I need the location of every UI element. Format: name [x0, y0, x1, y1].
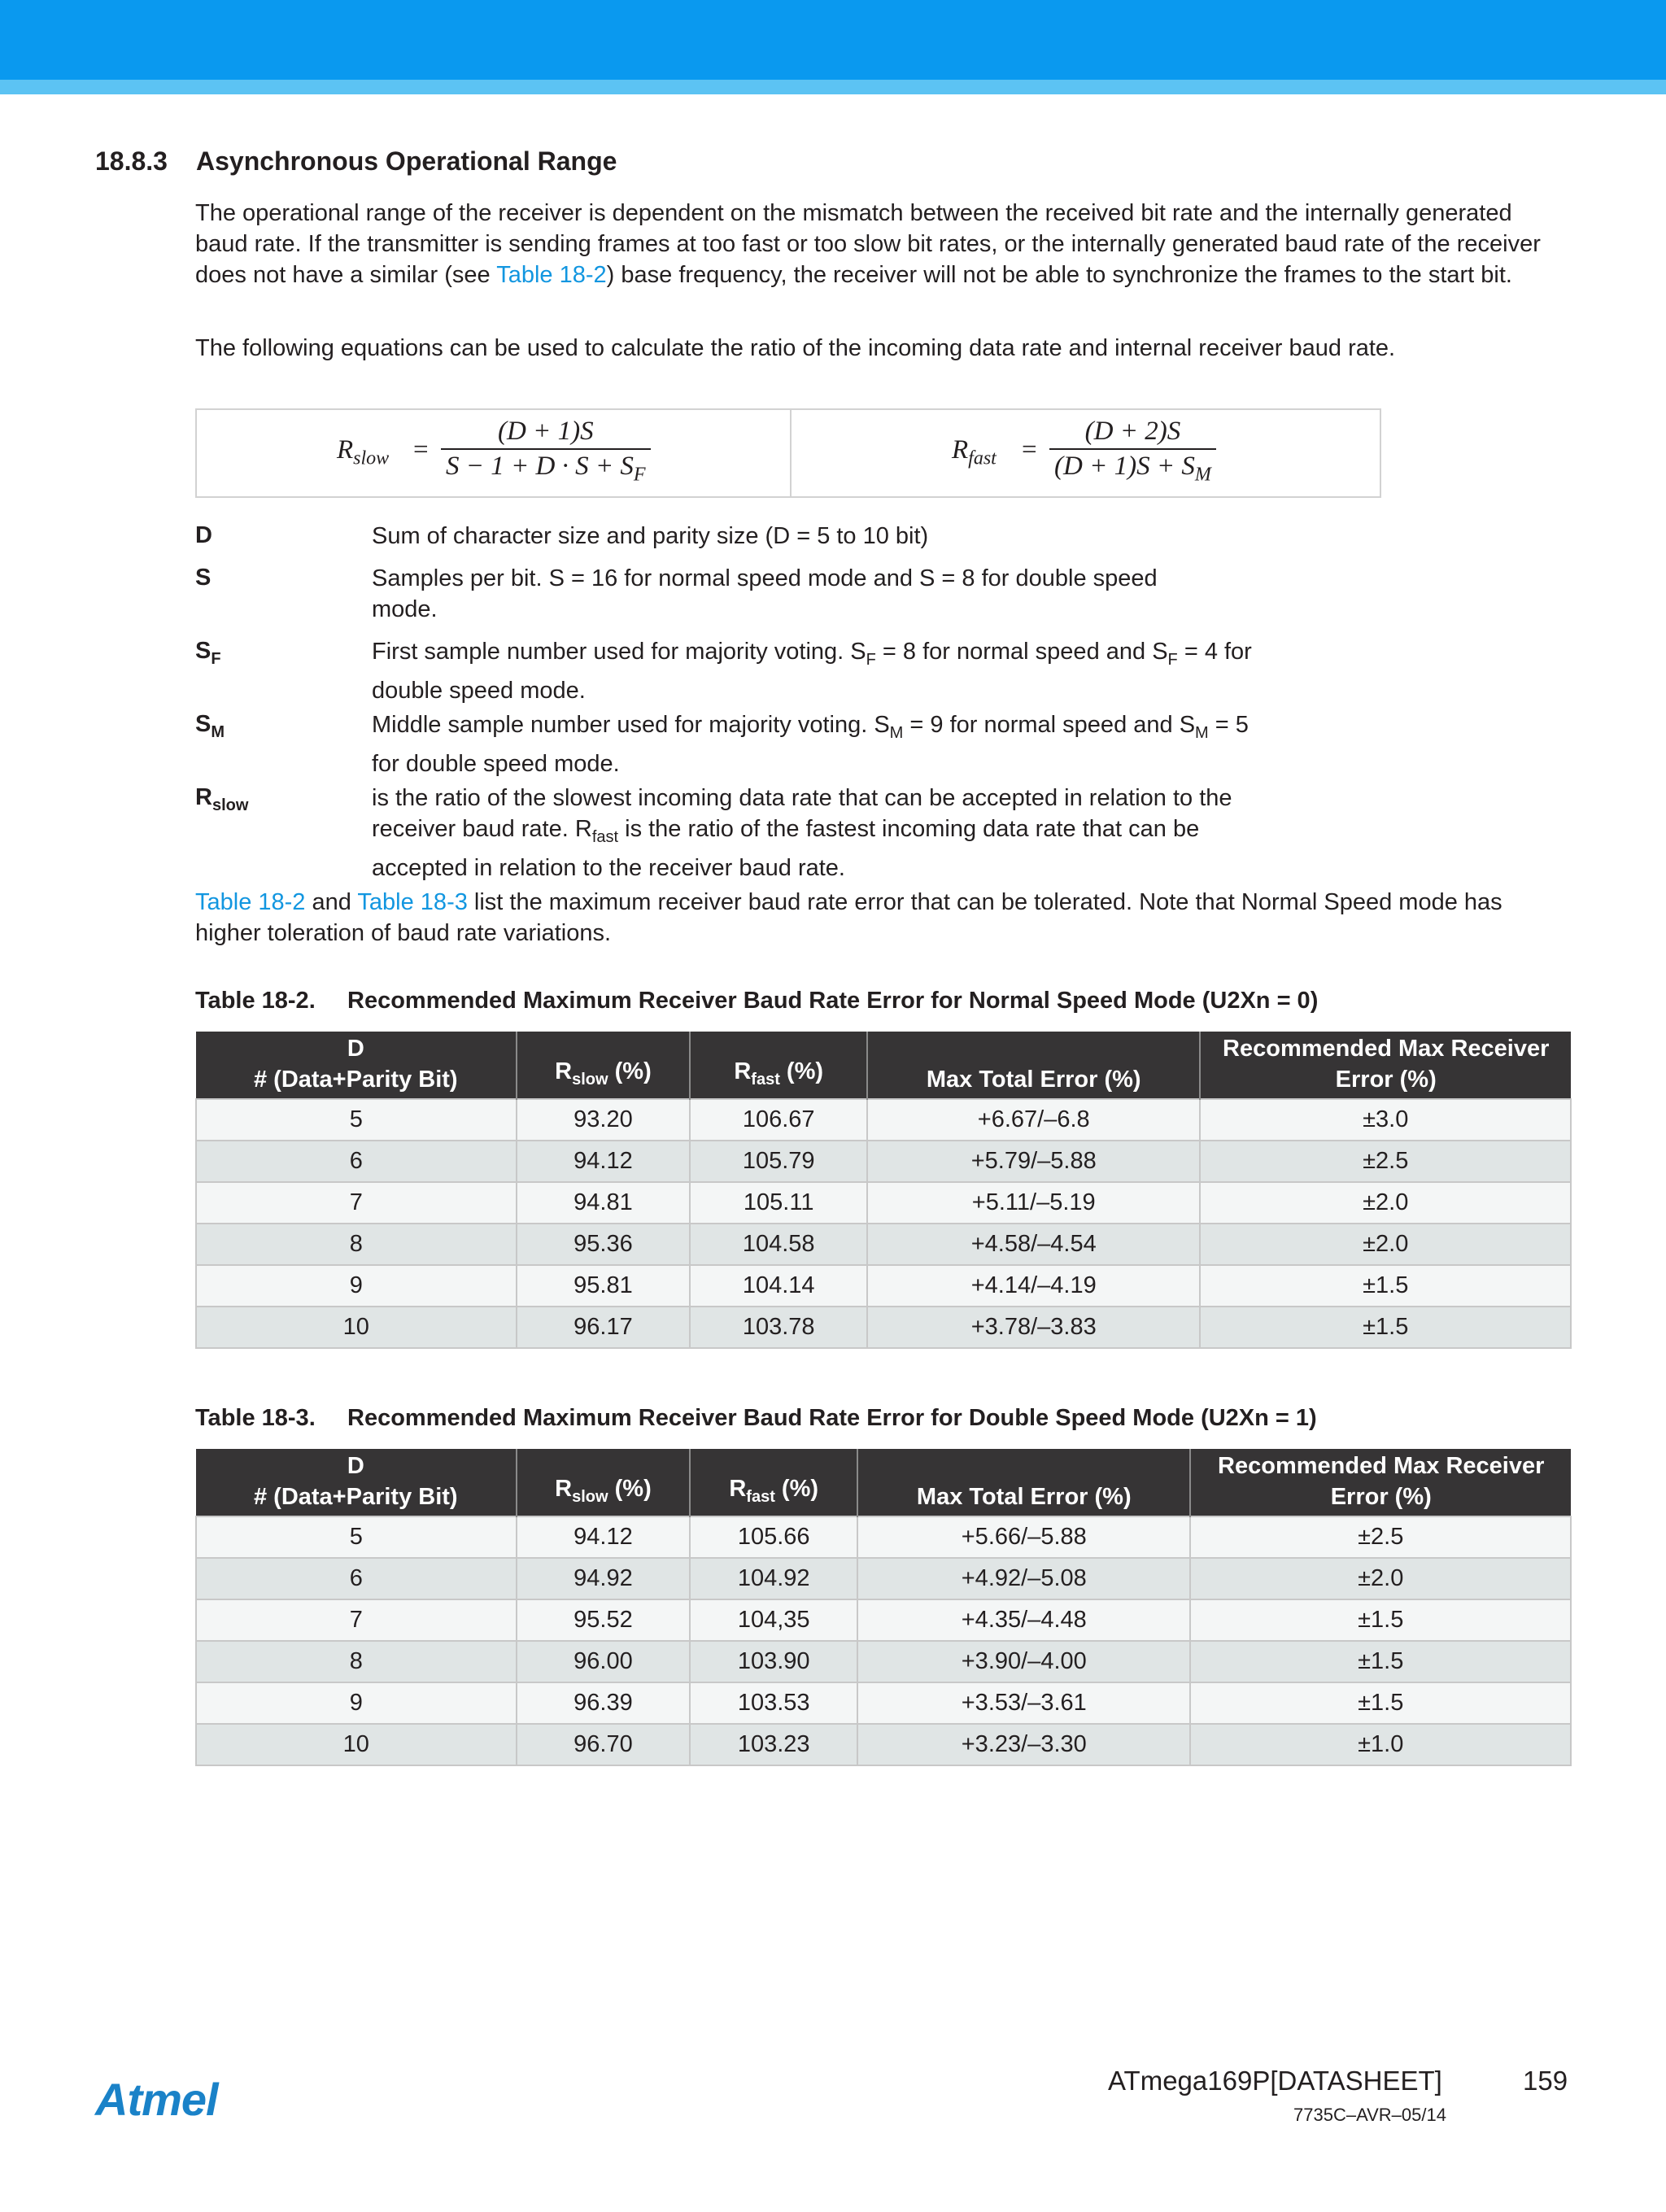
table-18-2-link-note[interactable]: Table 18-2 — [195, 889, 306, 915]
table-row — [196, 1724, 1571, 1765]
cell-rslow: 95.36 — [517, 1224, 691, 1265]
cell-max-total-error: +5.66/–5.88 — [857, 1516, 1190, 1558]
section-heading — [95, 146, 617, 177]
cell-max-total-error: +4.92/–5.08 — [857, 1558, 1190, 1599]
cell-rslow: 95.81 — [517, 1265, 691, 1307]
table-row — [196, 1516, 1571, 1558]
cell-max-total-error: +3.90/–4.00 — [857, 1641, 1190, 1682]
table-row — [196, 1182, 1571, 1224]
cell-rfast: 105.11 — [690, 1182, 867, 1224]
cell-d: 8 — [196, 1641, 517, 1682]
rfast-denominator: $(D + 1)S + S_M$ — [1049, 448, 1216, 486]
cell-rslow: 96.17 — [517, 1307, 691, 1348]
cell-recommended-error: ±2.5 — [1200, 1141, 1571, 1182]
cell-recommended-error: ±1.5 — [1190, 1641, 1571, 1682]
cell-d: 5 — [196, 1099, 517, 1141]
cell-d: 5 — [196, 1516, 517, 1558]
def-desc-d: Sum of character size and parity size (D = 5 to 10 bit) — [372, 523, 929, 549]
rslow-numerator: (D + 1)S — [497, 417, 594, 446]
col-rslow: $R_{slow}$ (%) — [517, 1032, 691, 1099]
col-max-total-error: Max Total Error (%) — [857, 1449, 1190, 1516]
col-recommended-error: Recommended Max Receiver Error (%) — [1200, 1032, 1571, 1099]
col-recommended-error: Recommended Max Receiver Error (%) — [1190, 1449, 1571, 1516]
cell-max-total-error: +4.14/–4.19 — [867, 1265, 1200, 1307]
rslow-equals: = — [413, 435, 429, 465]
cell-rslow: 96.00 — [517, 1641, 691, 1682]
intro-paragraph — [195, 198, 1570, 290]
atmel-logo: Atmel — [95, 2074, 218, 2125]
cell-max-total-error: +4.58/–4.54 — [867, 1224, 1200, 1265]
cell-rfast: 103.53 — [690, 1682, 857, 1724]
def-term-d: D — [195, 522, 212, 548]
cell-recommended-error: ±2.0 — [1190, 1558, 1571, 1599]
cell-max-total-error: +4.35/–4.48 — [857, 1599, 1190, 1641]
col-d: D # (Data+Parity Bit) — [196, 1032, 517, 1099]
def-desc-sf: First sample number used for majority voting. $S_F = 8$ for normal speed and $S_F = 4$ for double speed mode. — [372, 639, 1252, 704]
cell-max-total-error: +6.67/–6.8 — [867, 1099, 1200, 1141]
intro-text-b: ) base frequency, the receiver will not be able to synchronize the frames to the start bit. — [606, 262, 1512, 288]
cell-d: 10 — [196, 1307, 517, 1348]
col-max-total-error: Max Total Error (%) — [867, 1032, 1200, 1099]
cell-rfast: 106.67 — [690, 1099, 867, 1141]
table-row — [196, 1265, 1571, 1307]
intro-text-a: The operational range of the receiver is dependent on the mismatch between the received bit rate and the internally generated baud rate. If the transmitter is sending frames at too fast or too slow bit rates, or the internally generated baud rate of the receiver does not have a similar (see — [195, 200, 1541, 288]
section-number: 18.8.3 — [95, 146, 168, 176]
table-18-2-caption: Table 18-2. Recommended Maximum Receiver Baud Rate Error for Normal Speed Mode (U2Xn = 0) — [195, 988, 1319, 1014]
cell-rslow: 94.92 — [517, 1558, 691, 1599]
equation-intro-paragraph: The following equations can be used to calculate the ratio of the incoming data rate and internal receiver baud rate. — [195, 335, 1396, 361]
col-rslow: $R_{slow}$ (%) — [517, 1449, 691, 1516]
rslow-symbol: $R_{slow}$ — [337, 435, 390, 469]
equations-box — [195, 408, 1381, 498]
def-term-sf: $S_F$ — [195, 638, 221, 668]
cell-rfast: 103.90 — [690, 1641, 857, 1682]
table-row — [196, 1099, 1571, 1141]
rslow-fraction — [441, 417, 651, 486]
cell-recommended-error: ±1.5 — [1200, 1265, 1571, 1307]
table-18-3-link-note[interactable]: Table 18-3 — [357, 889, 468, 915]
table-header-row — [196, 1449, 1571, 1516]
header-bar — [0, 0, 1666, 80]
def-term-rslow: $R_{slow}$ — [195, 784, 249, 814]
footer-doc-number: 7735C–AVR–05/14 — [1293, 2105, 1446, 2125]
header-stripe — [0, 80, 1666, 94]
cell-rslow: 93.20 — [517, 1099, 691, 1141]
table-row — [196, 1307, 1571, 1348]
cell-rslow: 95.52 — [517, 1599, 691, 1641]
cell-rfast: 104.58 — [690, 1224, 867, 1265]
table-18-3 — [195, 1449, 1572, 1766]
table-18-2 — [195, 1032, 1572, 1349]
cell-d: 7 — [196, 1182, 517, 1224]
cell-recommended-error: ±2.0 — [1200, 1224, 1571, 1265]
cell-recommended-error: ±1.5 — [1200, 1307, 1571, 1348]
table-row — [196, 1682, 1571, 1724]
cell-max-total-error: +3.53/–3.61 — [857, 1682, 1190, 1724]
table-header-row — [196, 1032, 1571, 1099]
cell-d: 8 — [196, 1224, 517, 1265]
cell-rfast: 105.79 — [690, 1141, 867, 1182]
cell-max-total-error: +5.79/–5.88 — [867, 1141, 1200, 1182]
note-paragraph: Table 18-2 and Table 18-3 list the maximum receiver baud rate error that can be tolerated. Note that Normal Speed mode has higher toleration of baud rate variations. — [195, 889, 1502, 946]
rfast-symbol: $R_{fast}$ — [952, 435, 997, 469]
cell-d: 9 — [196, 1682, 517, 1724]
footer-doc-title: ATmega169P[DATASHEET] — [1108, 2066, 1442, 2096]
def-desc-rslow: is the ratio of the slowest incoming data rate that can be accepted in relation to the receiver baud rate. $R_{fast}$ is the ratio of the fastest incoming data rate that can be accepted in relation to the receiver baud rate. — [372, 785, 1232, 881]
cell-rfast: 104,35 — [690, 1599, 857, 1641]
def-term-s: S — [195, 565, 212, 591]
cell-rfast: 105.66 — [690, 1516, 857, 1558]
cell-rslow: 94.12 — [517, 1141, 691, 1182]
col-rfast: $R_{fast}$ (%) — [690, 1032, 867, 1099]
equations-divider — [790, 410, 792, 496]
cell-max-total-error: +5.11/–5.19 — [867, 1182, 1200, 1224]
cell-recommended-error: ±1.5 — [1190, 1599, 1571, 1641]
def-desc-s: Samples per bit. S = 16 for normal speed mode and S = 8 for double speed mode. — [372, 565, 1158, 622]
col-d: D # (Data+Parity Bit) — [196, 1449, 517, 1516]
cell-rslow: 94.81 — [517, 1182, 691, 1224]
cell-recommended-error: ±2.0 — [1200, 1182, 1571, 1224]
table-row — [196, 1141, 1571, 1182]
rslow-denominator: $S - 1 + D \cdot S + S_F$ — [441, 448, 651, 486]
section-title: Asynchronous Operational Range — [196, 146, 617, 176]
table-row — [196, 1224, 1571, 1265]
table-18-2-link[interactable]: Table 18-2 — [496, 262, 607, 288]
def-desc-sm: Middle sample number used for majority voting. $S_M = 9$ for normal speed and $S_M = 5$ for double speed mode. — [372, 712, 1249, 777]
cell-max-total-error: +3.23/–3.30 — [857, 1724, 1190, 1765]
cell-d: 6 — [196, 1558, 517, 1599]
rfast-fraction — [1049, 417, 1216, 486]
cell-rfast: 103.78 — [690, 1307, 867, 1348]
col-rfast: $R_{fast}$ (%) — [690, 1449, 857, 1516]
cell-recommended-error: ±3.0 — [1200, 1099, 1571, 1141]
cell-recommended-error: ±1.5 — [1190, 1682, 1571, 1724]
table-row — [196, 1641, 1571, 1682]
cell-recommended-error: ±1.0 — [1190, 1724, 1571, 1765]
cell-rslow: 96.70 — [517, 1724, 691, 1765]
cell-d: 7 — [196, 1599, 517, 1641]
cell-rfast: 104.92 — [690, 1558, 857, 1599]
cell-rfast: 104.14 — [690, 1265, 867, 1307]
cell-d: 9 — [196, 1265, 517, 1307]
rfast-numerator: (D + 2)S — [1084, 417, 1181, 446]
cell-rslow: 96.39 — [517, 1682, 691, 1724]
def-term-sm: $S_M$ — [195, 711, 225, 741]
cell-rfast: 103.23 — [690, 1724, 857, 1765]
cell-d: 6 — [196, 1141, 517, 1182]
rfast-equals: = — [1022, 435, 1037, 465]
cell-max-total-error: +3.78/–3.83 — [867, 1307, 1200, 1348]
page-number: 159 — [1523, 2066, 1568, 2096]
table-row — [196, 1558, 1571, 1599]
table-18-3-caption: Table 18-3. Recommended Maximum Receiver Baud Rate Error for Double Speed Mode (U2Xn = 1) — [195, 1405, 1317, 1431]
table-row — [196, 1599, 1571, 1641]
cell-d: 10 — [196, 1724, 517, 1765]
cell-recommended-error: ±2.5 — [1190, 1516, 1571, 1558]
cell-rslow: 94.12 — [517, 1516, 691, 1558]
